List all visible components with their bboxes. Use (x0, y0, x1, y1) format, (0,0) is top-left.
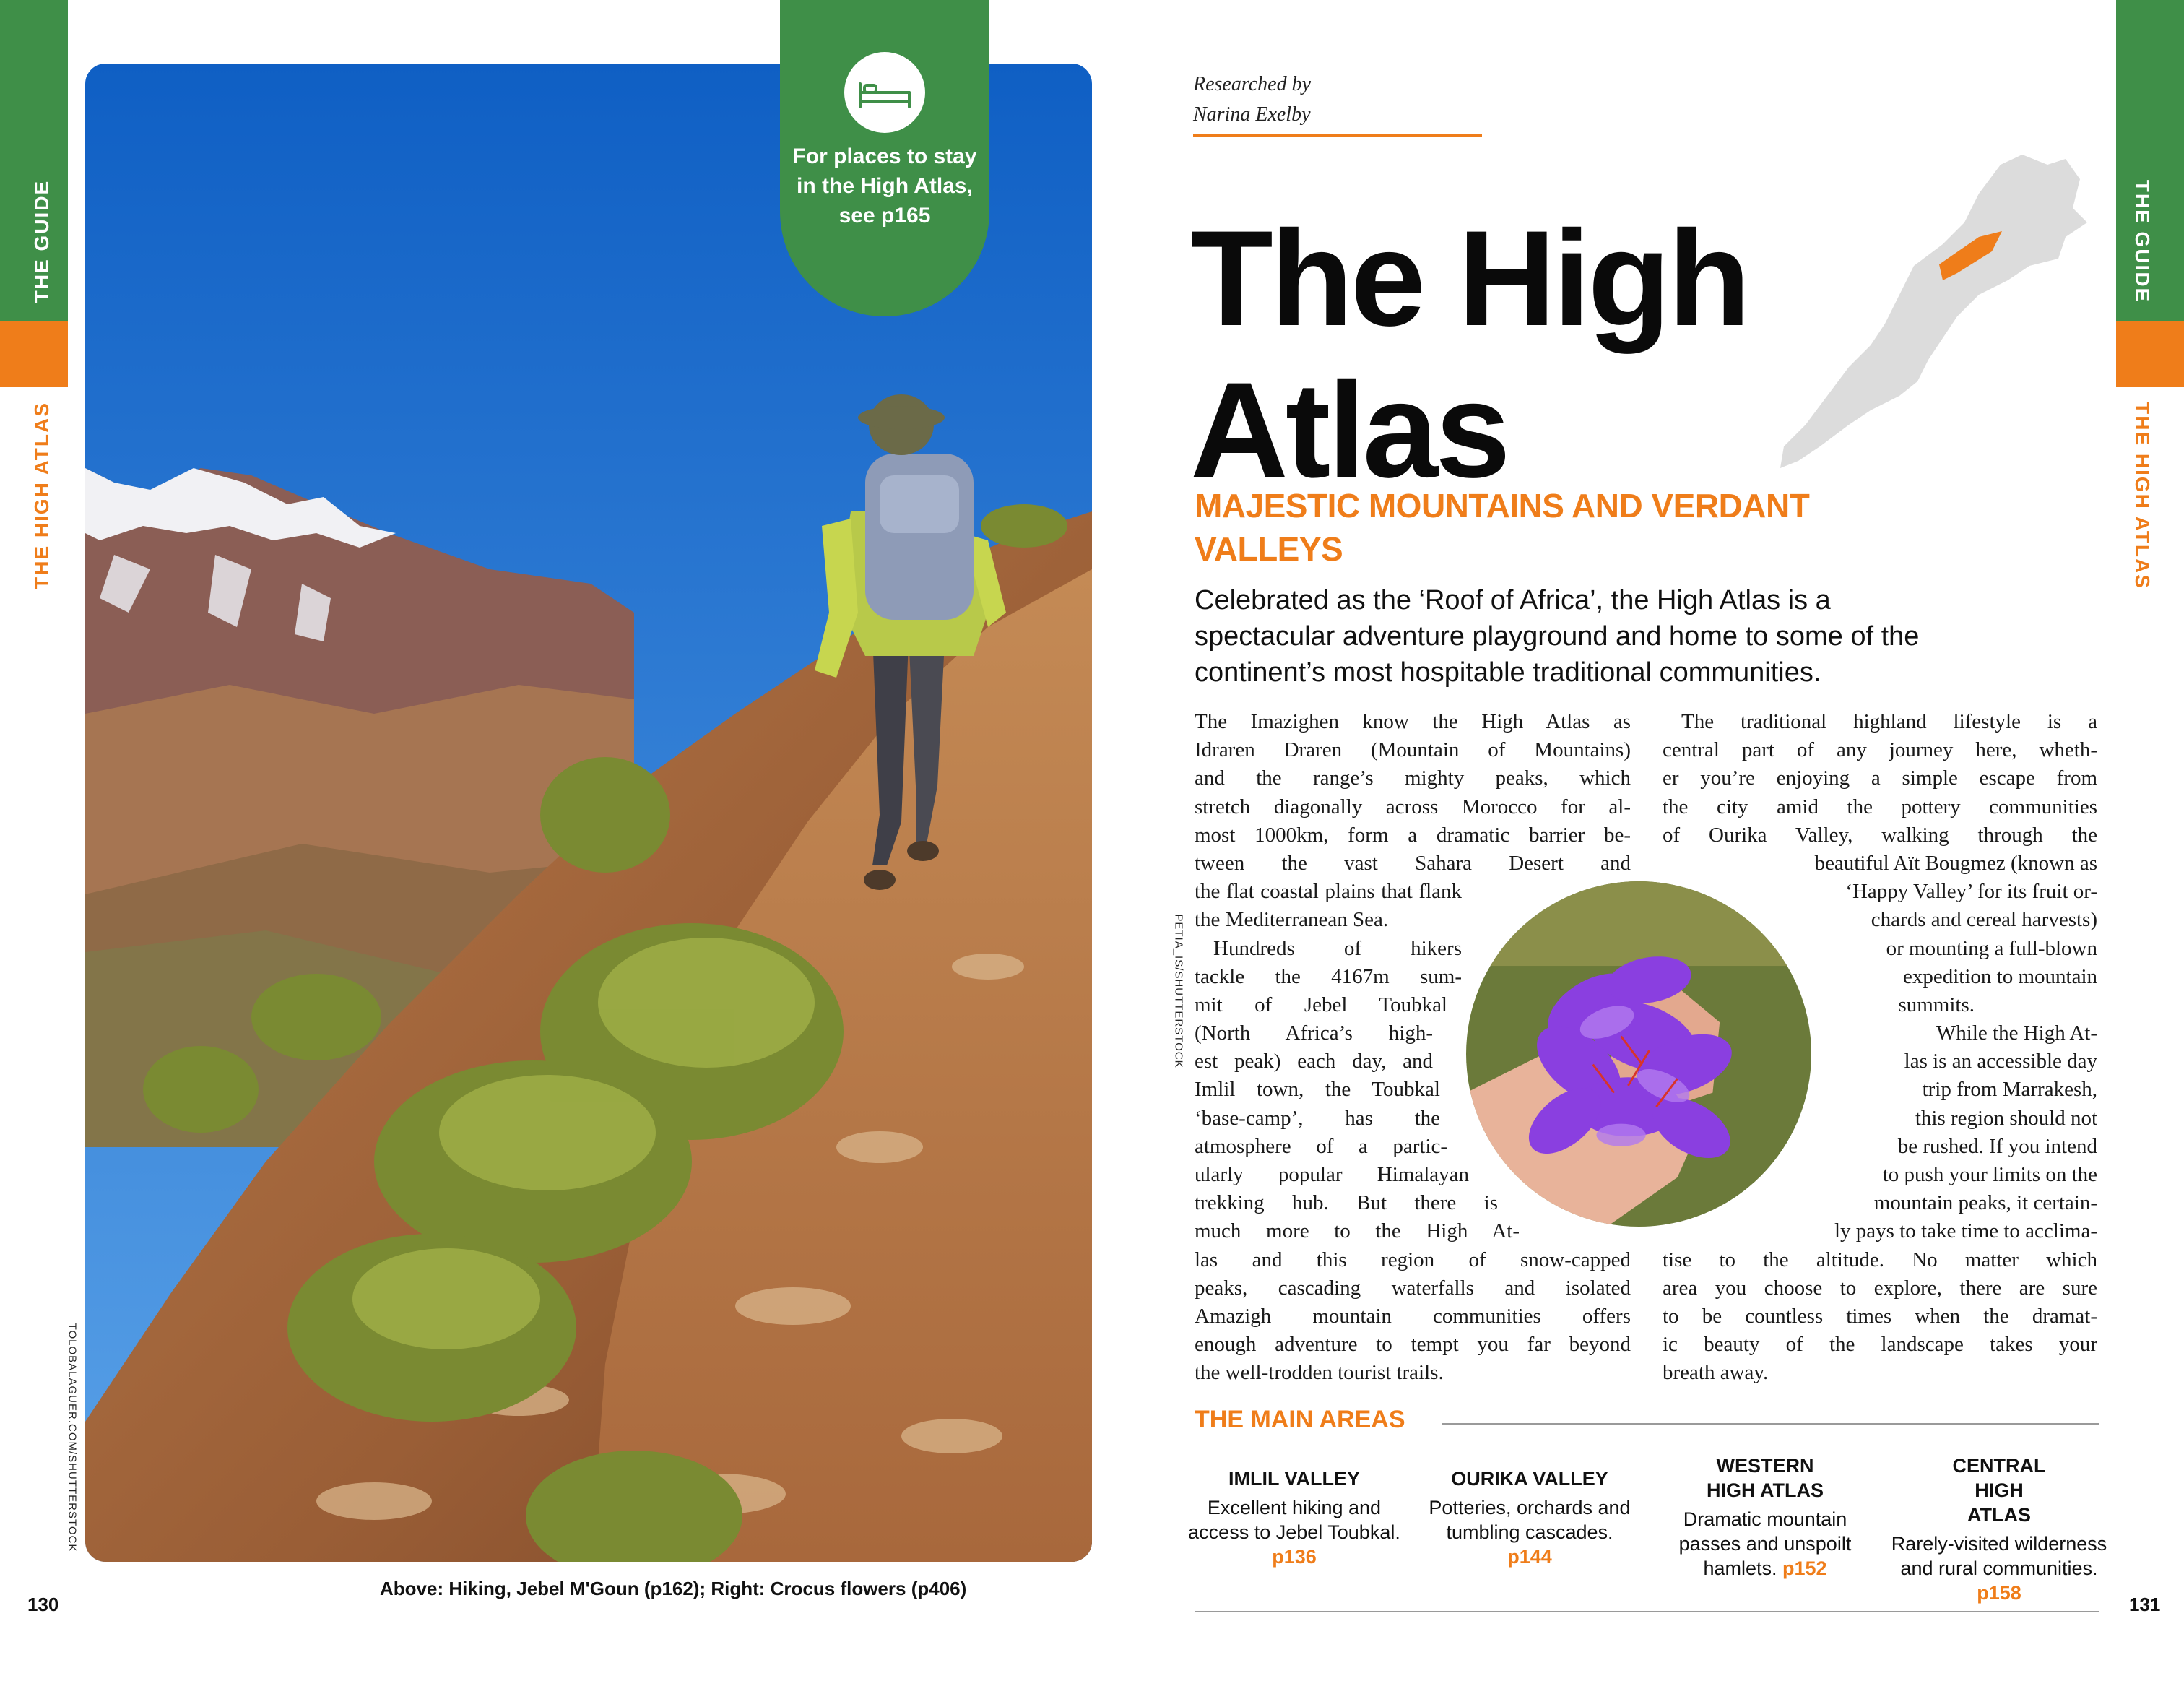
stay-callout-text: For places to stay in the High Atlas, see p165 (792, 144, 977, 228)
body-text-line: tackle the 4167m sum- (1195, 964, 1462, 988)
main-areas-rule (1442, 1423, 2099, 1425)
body-text-line: While the High At- (1936, 1021, 2097, 1045)
inset-photo-credit: PETIA_IS/SHUTTERSTOCK (1172, 914, 1185, 1068)
byline-rule (1193, 134, 1482, 137)
body-text-line: er you’re enjoying a simple escape from (1663, 766, 2097, 790)
area-western-high-atlas[interactable] (1657, 1453, 1873, 1581)
area-description: Potteries, orchards and tumbling cascades. (1429, 1497, 1631, 1543)
body-text-line: (North Africa’s high- (1195, 1021, 1433, 1045)
body-text-line: ‘Happy Valley’ for its fruit or- (1845, 880, 2097, 904)
body-text-line: mountain peaks, it certain- (1873, 1191, 2097, 1215)
body-text-line: ularly popular Himalayan (1195, 1163, 1469, 1186)
stay-callout[interactable] (780, 0, 989, 316)
body-text-line: the Mediterranean Sea. (1195, 908, 1389, 932)
crocus-photo (1462, 877, 1816, 1231)
body-text-line: Imlil town, the Toubkal (1195, 1078, 1440, 1102)
byline-author: Narina Exelby (1193, 103, 1311, 126)
body-text-line: enough adventure to tempt you far beyond (1195, 1333, 1631, 1357)
chapter-tab-right (2116, 321, 2184, 387)
byline-label: Researched by (1193, 73, 1311, 95)
body-text-line: much more to the High At- (1195, 1219, 1520, 1243)
area-description: Dramatic mountain passes and unspoilt hamlets. (1678, 1508, 1852, 1579)
body-text-line: Hundreds of hikers (1213, 936, 1462, 960)
body-text-line: summits. (1898, 993, 1975, 1016)
page-subtitle: MAJESTIC MOUNTAINS AND VERDANT VALLEYS (1195, 487, 1810, 568)
body-text-line: this region should not (1915, 1106, 2097, 1130)
body-text-line: to be countless times when the dramat- (1663, 1304, 2097, 1328)
body-text-line: The Imazighen know the High Atlas as (1195, 710, 1631, 733)
body-text-line: peaks, cascading waterfalls and isolated (1195, 1276, 1631, 1300)
area-description: Excellent hiking and access to Jebel Toubkal. (1188, 1497, 1400, 1543)
page-number-right: 131 (2129, 1594, 2161, 1615)
body-text-line: area you choose to explore, there are sure (1663, 1276, 2097, 1300)
body-text-line: be rushed. If you intend (1897, 1134, 2097, 1158)
body-text-line: mit of Jebel Toubkal (1195, 993, 1447, 1016)
title-line-2: Atlas (1190, 354, 1508, 506)
body-text-line: to push your limits on the (1882, 1163, 2097, 1186)
body-text-line: tise to the altitude. No matter which (1663, 1248, 2097, 1271)
body-text-line: the city amid the pottery communities (1663, 795, 2097, 818)
body-text-line: central part of any journey here, wheth- (1663, 738, 2097, 762)
title-line-1: The High (1190, 202, 1748, 354)
body-text-line: expedition to mountain (1902, 964, 2097, 988)
body-text-line: stretch diagonally across Morocco for al- (1195, 795, 1631, 818)
area-page-link[interactable]: p158 (1977, 1582, 2022, 1604)
body-text-line: las and this region of snow-capped (1195, 1248, 1631, 1271)
area-description: Rarely-visited wilderness and rural communities. (1891, 1533, 2107, 1579)
body-text-line: most 1000km, form a dramatic barrier be- (1195, 823, 1631, 847)
area-central-high-atlas[interactable] (1891, 1453, 2107, 1605)
bed-icon (844, 52, 925, 133)
intro-paragraph: Celebrated as the ‘Roof of Africa’, the High Atlas is a spectacular adventure playground and home to some of the continent’s most hospitable traditional communities. (1195, 585, 1920, 688)
body-text-line: The traditional highland lifestyle is a (1681, 710, 2097, 733)
page-number-left: 130 (27, 1594, 59, 1615)
body-text-line: Idraren Draren (Mountain of Mountains) (1195, 738, 1631, 762)
chapter-label-left: THE HIGH ATLAS (30, 402, 53, 589)
area-name: WESTERN HIGH ATLAS (1707, 1455, 1824, 1501)
body-text-line: chards and cereal harvests) (1871, 908, 2097, 932)
main-areas-heading: THE MAIN AREAS (1195, 1406, 1405, 1433)
body-text-line: and the range’s mighty peaks, which (1195, 766, 1631, 790)
body-text-line: ly pays to take time to acclima- (1834, 1219, 2097, 1243)
body-text-line: or mounting a full-blown (1886, 936, 2097, 960)
area-ourika-valley[interactable] (1421, 1466, 1638, 1569)
body-text-line: the well-trodden tourist trails. (1195, 1361, 1444, 1385)
body-text-line: breath away. (1663, 1361, 1769, 1385)
bottom-rule (1195, 1611, 2099, 1612)
body-text-line: trip from Marrakesh, (1922, 1078, 2097, 1102)
byline (1193, 69, 1311, 130)
area-page-link[interactable]: p144 (1507, 1546, 1552, 1568)
body-text-line: ic beauty of the landscape takes your (1663, 1333, 2097, 1357)
area-name: IMLIL VALLEY (1228, 1468, 1360, 1490)
chapter-tab-left (0, 321, 68, 387)
body-text-line: trekking hub. But there is (1195, 1191, 1498, 1215)
chapter-label-right: THE HIGH ATLAS (2131, 402, 2154, 589)
area-page-link[interactable]: p152 (1782, 1557, 1827, 1579)
body-text-line: Amazigh mountain communities offers (1195, 1304, 1631, 1328)
photo-credit: TOLOBALAGUER.COM/SHUTTERSTOCK (66, 1323, 79, 1552)
body-text-line: beautiful Aït Bougmez (known as (1814, 851, 2097, 875)
area-name: CENTRAL HIGH ATLAS (1952, 1455, 2046, 1526)
body-text-line: est peak) each day, and (1195, 1050, 1433, 1073)
section-label-left: THE GUIDE (30, 179, 53, 303)
body-text-line: the flat coastal plains that flank (1195, 880, 1462, 904)
body-text-line: ‘base-camp’, has the (1195, 1106, 1440, 1130)
photo-caption: Above: Hiking, Jebel M'Goun (p162); Right: Crocus flowers (p406) (380, 1578, 967, 1599)
body-text-line: of Ourika Valley, walking through the (1663, 823, 2097, 847)
body-text-line: atmosphere of a partic- (1195, 1134, 1447, 1158)
body-text-line: las is an accessible day (1904, 1050, 2097, 1073)
area-imlil-valley[interactable] (1186, 1466, 1403, 1569)
morocco-locator-map (1762, 150, 2094, 490)
page-title (1190, 202, 1748, 506)
area-page-link[interactable]: p136 (1272, 1546, 1317, 1568)
body-text-line: tween the vast Sahara Desert and (1195, 851, 1631, 875)
area-name: OURIKA VALLEY (1451, 1468, 1608, 1490)
section-label-right: THE GUIDE (2131, 179, 2154, 303)
